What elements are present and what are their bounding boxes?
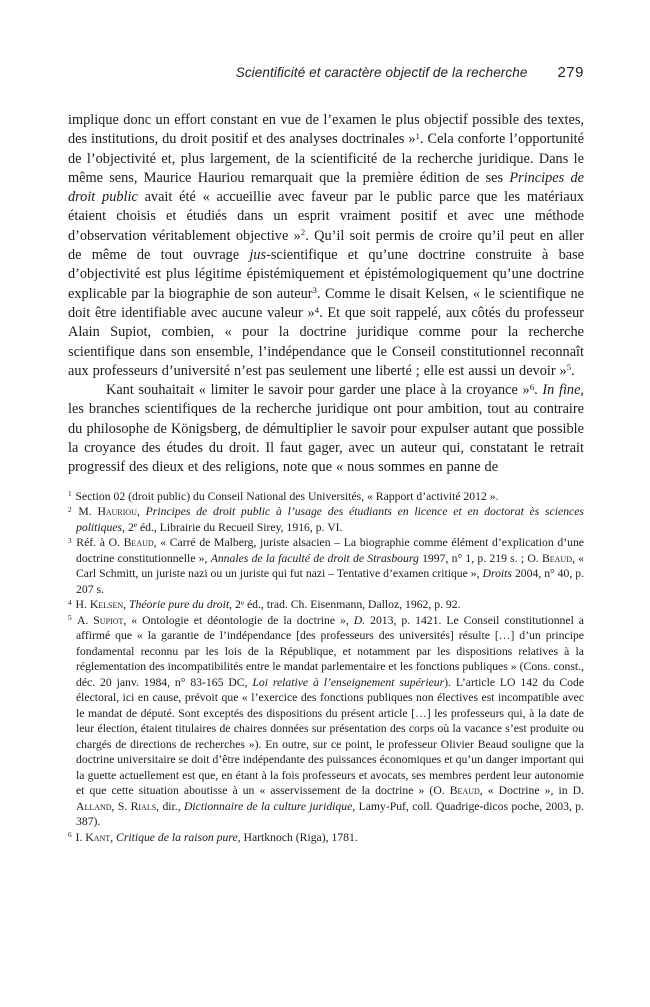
text-run: , « Carré de Malberg, juriste alsacien – La biographie comme élément d’explication d’une doctrine constitutionnelle », bbox=[76, 536, 584, 565]
text-run: , bbox=[137, 505, 146, 519]
footnote-number: 6 bbox=[68, 831, 72, 840]
text-run: , bbox=[110, 830, 117, 844]
paragraph bbox=[68, 111, 584, 381]
text-run: H. bbox=[75, 598, 90, 612]
text-run: In fine bbox=[542, 382, 581, 399]
footnote-number: 2 bbox=[68, 505, 72, 514]
text-run: Beaud bbox=[541, 551, 572, 565]
text-run: M. bbox=[78, 505, 98, 519]
text-run: implique donc un effort constant en vue de l’examen le plus objectif possible des textes, des institutions, du droit positif et des analyses doctrinales » bbox=[68, 112, 584, 148]
footnote bbox=[68, 535, 584, 597]
text-run: 1997, n° 1, p. 219 s. ; O. bbox=[418, 551, 542, 565]
text-run: , les branches scientifiques de la recherche juridique ont pour ambition, tout au contraire du philosophe de Königsberg, de démultiplier le savoir pour expulser autant que possible la croyance des études du droit. Il faut gager, avec un auteur qui, constatant le retrait progressif des dieux et des religions, note que « nous sommes en panne de bbox=[68, 382, 584, 476]
footnote-ref: 3 bbox=[312, 285, 317, 296]
page-number: 279 bbox=[557, 64, 584, 81]
footnote bbox=[68, 830, 584, 846]
text-run: Rials bbox=[130, 799, 157, 813]
footnotes bbox=[68, 489, 584, 846]
running-title: Scientificité et caractère objectif de la recherche bbox=[235, 65, 528, 80]
footnote-number: 1 bbox=[68, 490, 72, 499]
text-run: . Et que soit rappelé, aux côtés du professeur Alain Supiot, combien, « pour la doctrine juridique comme pour la recherche scientifique dans son ensemble, l’indépendance que le Conseil constitutionnel reconnaît aux professeurs d’université n’est pas seulement une liberté ; elle est aussi un devoir » bbox=[68, 304, 584, 379]
text-run: avait été « accueillie avec faveur par le public parce que les matériaux étaient choisis et étudiés dans un esprit vraiment positif et avec une méthode d’observation véritablement objective » bbox=[68, 189, 584, 244]
text-run: Principes de droit public à l’usage des étudiants en licence et en doctorat ès sciences politiques bbox=[76, 505, 584, 534]
text-run: . Cela conforte l’opportunité de l’objectivité et, plus largement, de la scientificité de la recherche juridique. Dans le même sens, Maurice Hauriou remarquait que la première édition de ses bbox=[68, 131, 584, 186]
footnote-ref: e bbox=[133, 521, 138, 530]
text-run: -scientifique et qu’une doctrine construite à base d’objectivité est plus légitime épistémiquement et épistémologiquement qu’une doctrine explicable par la biographie de son auteur bbox=[68, 247, 584, 302]
text-run: Kant souhaitait « limiter le savoir pour garder une place à la croyance » bbox=[106, 382, 530, 399]
text-run: ). L’article LO 142 du Code électoral, ici en cause, prévoit que « l’exercice des fonctions publiques non électives est incompatible avec le mandat de député. Sont exceptés des dispositions du présent article […] les professeurs qui, à la date de leur élection, étaient titulaires de chaires données sur présentation des corps où la vacance s’est produite ou chargés de directions de recherches »). En outre, sur ce point, le professeur Olivier Beaud souligne que la doctrine universitaire se doit d’être indépendante des puissances économiques et qu’un danger important qui la guette actuellement est que, en étant à la fois professeurs et avocats, ses membres perdent leur autonomie et que cette situation aboutisse à un « asservissement de la doctrine » (O. bbox=[76, 675, 585, 798]
text-run: Beaud bbox=[449, 784, 480, 798]
text-run: 2004, n° 40, p. 207 s. bbox=[76, 567, 584, 596]
text-run: Loi relative à l’enseignement supérieur bbox=[252, 675, 445, 689]
text-run: Réf. à O. bbox=[76, 536, 124, 550]
text-run: Annales de la faculté de droit de Strasbourg bbox=[210, 551, 419, 565]
text-run: , Lamy-Puf, coll. Quadrige-dicos poche, 2003, p. 387). bbox=[76, 799, 584, 829]
text-run: , « Doctrine », in D. bbox=[479, 784, 584, 798]
text-run: Principes de droit public bbox=[68, 169, 584, 206]
text-run: , 2 bbox=[122, 520, 134, 534]
footnote bbox=[68, 489, 584, 505]
text-run: Droits bbox=[482, 567, 512, 581]
text-run: Beaud bbox=[123, 536, 154, 550]
text-run: , bbox=[123, 598, 130, 612]
text-run: Alland bbox=[76, 799, 112, 813]
text-run: jus bbox=[249, 247, 267, 264]
footnote-ref: 2 bbox=[300, 227, 306, 238]
footnote bbox=[68, 613, 584, 830]
footnote-ref: e bbox=[240, 598, 245, 607]
text-run: D. bbox=[353, 613, 366, 627]
text-run: . Qu’il soit permis de croire qu’il peut en aller de même de tout ouvrage bbox=[68, 227, 584, 264]
text-run: Kant bbox=[85, 830, 111, 844]
text-run: , dir., bbox=[156, 799, 184, 813]
text-run: . bbox=[534, 382, 543, 399]
footnote-number: 3 bbox=[68, 536, 72, 545]
footnote-number: 4 bbox=[68, 598, 72, 607]
text-run: Hauriou bbox=[97, 505, 137, 519]
text-run: A. bbox=[76, 613, 94, 627]
footnote bbox=[68, 597, 584, 613]
text-run: , Hartknoch (Riga), 1781. bbox=[237, 830, 358, 844]
text-run: Kelsen bbox=[89, 598, 124, 612]
footnote-ref: 5 bbox=[566, 362, 572, 373]
body-text bbox=[68, 111, 584, 478]
footnote-ref: 4 bbox=[314, 304, 320, 315]
footnote-ref: 1 bbox=[415, 130, 420, 141]
footnote-number: 5 bbox=[68, 614, 72, 623]
running-header bbox=[68, 64, 584, 81]
text-run: . Comme le disait Kelsen, « le scientifique ne doit être identifiable avec aucune valeur » bbox=[68, 285, 584, 321]
text-run: , « Ontologie et déontologie de la doctrine », bbox=[123, 613, 354, 627]
text-run: 2013, p. 1421. Le Conseil constitutionnel a affirmé que « la garantie de l’indépendance [des professeurs des universités] résulte […] d’un principe fondamental reconnu par les lois de la République, et notamment par les dispositions relatives à la réglementation des incompatibilités entre le mandat parlementaire et les fonctions publiques » (Cons. const., déc. 20 janv. 1984, n° 83-165 DC, bbox=[76, 613, 584, 689]
text-run: , « Carl Schmitt, un juriste nazi ou un juriste qui fut nazi – Tentative d’examen critique », bbox=[76, 551, 584, 581]
text-run: éd., trad. Ch. Eisenmann, Dalloz, 1962, p. 92. bbox=[244, 598, 461, 612]
footnote-ref: 6 bbox=[529, 381, 535, 392]
text-run: Critique de la raison pure bbox=[116, 830, 238, 844]
text-run: . bbox=[571, 362, 575, 379]
text-run: Théorie pure du droit bbox=[129, 598, 230, 612]
text-run: éd., Librairie du Recueil Sirey, 1916, p. VI. bbox=[137, 520, 343, 534]
footnote bbox=[68, 504, 584, 535]
text-run: , S. bbox=[111, 799, 131, 813]
text-run: I. bbox=[75, 830, 86, 844]
text-run: Section 02 (droit public) du Conseil National des Universités, « Rapport d’activité 2012 ». bbox=[75, 489, 499, 503]
text-run: Supiot bbox=[93, 613, 124, 627]
paragraph bbox=[68, 381, 584, 477]
text-run: Dictionnaire de la culture juridique bbox=[183, 799, 353, 813]
text-run: , 2 bbox=[229, 598, 241, 612]
